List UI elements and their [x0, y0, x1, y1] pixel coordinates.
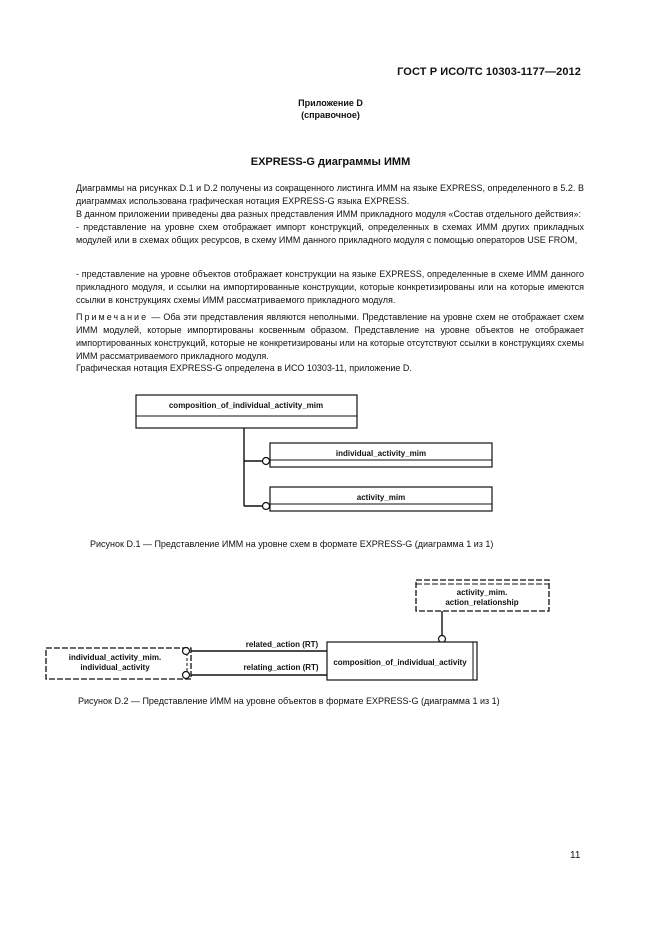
entity-label: composition_of_individual_activity — [333, 658, 467, 667]
note-label: Примечание — [76, 312, 149, 322]
figure-d2-caption: Рисунок D.2 — Представление ИММ на уровне объектов в формате EXPRESS-G (диаграмма 1 из 1) — [78, 696, 500, 706]
use-from-circle-2 — [263, 503, 270, 510]
ref-box-left — [46, 648, 191, 679]
paragraph-text: В данном приложении приведены два разных представления ИММ прикладного модуля «Состав отдельного действия»: — [76, 209, 581, 219]
appendix-subtitle: (справочное) — [301, 110, 360, 120]
ref-left-line2: individual_activity — [80, 663, 150, 672]
paragraph-text: Диаграммы на рисунках D.1 и D.2 получены из сокращенного листинга ИММ на языке EXPRESS, определенного в 5.2. В диаграммах использована графическая нотация EXPRESS-G языка EXPRESS. — [76, 183, 584, 206]
use-from-circle-1 — [263, 458, 270, 465]
paragraph-text: - представление на уровне схем отображает импорт конструкций, определенных в схемах ИММ других прикладных модулей или в схемах общих ресурсов, в схему ИММ данного прикладного модуля с помощью операторов USE FROM, — [76, 222, 584, 245]
document-header: ГОСТ Р ИСО/ТС 10303-1177—2012 — [397, 66, 581, 78]
schema-box-imported-2 — [270, 487, 492, 511]
ref-top-line1: activity_mim. — [456, 588, 508, 597]
relationship-circle-related — [183, 648, 190, 655]
ref-left-line1: individual_activity_mim. — [68, 653, 162, 662]
entity-box — [327, 642, 477, 680]
attribute-label-related: related_action (RT) — [245, 640, 319, 649]
figure-d1-caption: Рисунок D.1 — Представление ИММ на уровне схем в формате EXPRESS-G (диаграмма 1 из 1) — [90, 539, 494, 549]
paragraph-text: - представление на уровне объектов отображает конструкции на языке EXPRESS, определенные в схеме ИММ данного прикладного модуля, и ссылки на импортированные конструкции, которые конкретизированы или на которые имеются ссылки в конструкциях схемы ИММ рассматриваемого прикладного модуля. — [76, 269, 584, 305]
ref-box-top — [416, 580, 549, 611]
schema-main-label: composition_of_individual_activity_mim — [168, 401, 324, 410]
page-number: 11 — [570, 850, 581, 861]
schema-imported-1-label: individual_activity_mim — [335, 449, 427, 458]
ref-top-line2: action_relationship — [445, 598, 519, 607]
appendix-title: Приложение D — [298, 98, 363, 108]
note-text: — Оба эти представления являются неполными. Представление на уровне схем не отображает схем ИММ модулей, которые импортированы косвенным образом. Представление на уровне объектов не отображает импортированных конструкций, которые не конкретизированы или на которые отсутствуют ссылки в конструкциях схемы ИММ рассматриваемого прикладного модуля. — [76, 312, 584, 361]
section-title: EXPRESS-G диаграммы ИММ — [250, 156, 411, 168]
paragraph-text: Графическая нотация EXPRESS-G определена в ИСО 10303-11, приложение D. — [76, 363, 412, 373]
schema-box-main — [136, 395, 357, 428]
schema-box-imported-1 — [270, 443, 492, 467]
relationship-circle-relating — [183, 672, 190, 679]
schema-imported-2-label: activity_mim — [356, 493, 406, 502]
attribute-label-relating: relating_action (RT) — [243, 663, 319, 672]
